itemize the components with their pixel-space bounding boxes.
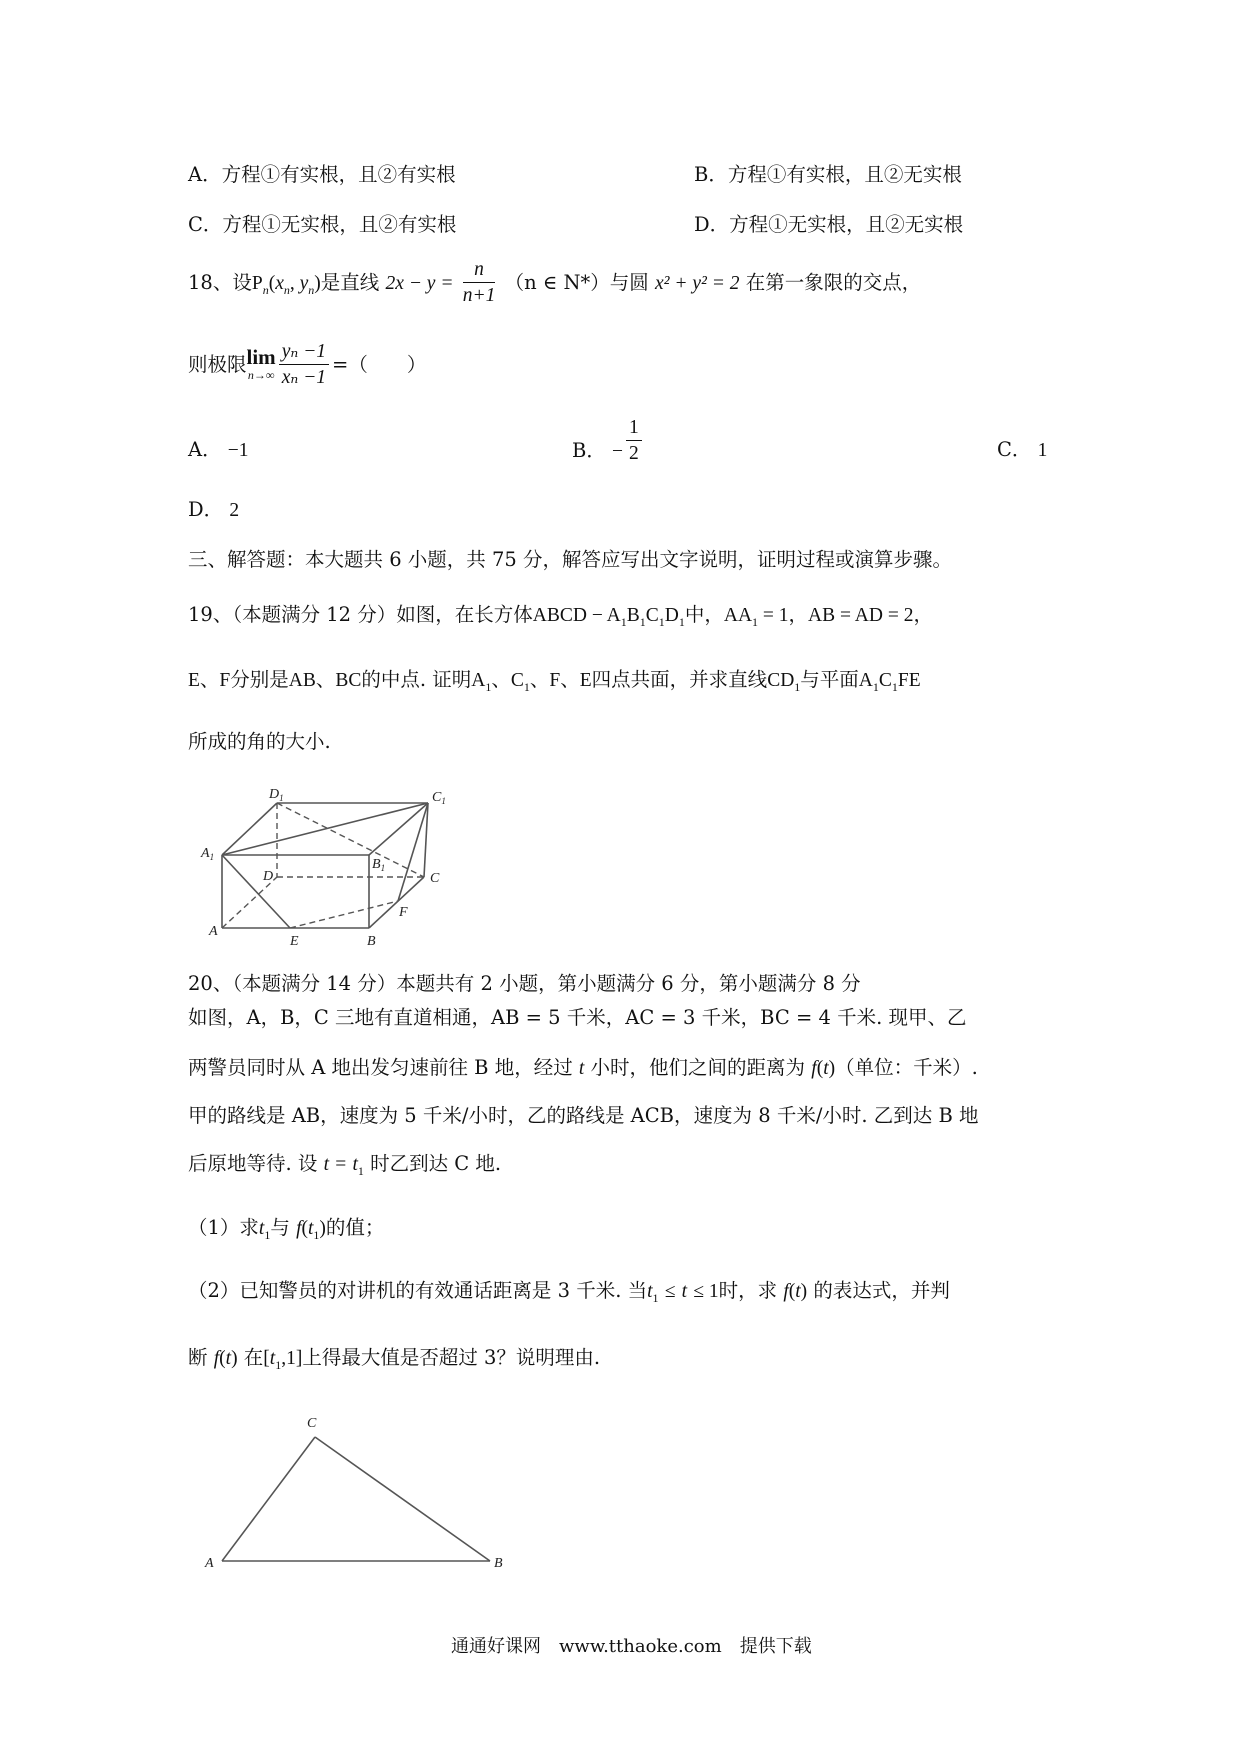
label-A: A	[205, 1556, 214, 1571]
q18-lim: lim	[246, 344, 276, 369]
edge-CB	[369, 877, 424, 928]
q20-line3: 两警员同时从 A 地出发匀速前往 B 地，经过 t 小时，他们之间的距离为 f(t)（单位：千米）.	[188, 1056, 978, 1079]
q20-sub2-a: （2）已知警员的对讲机的有效通话距离是 3 千米. 当	[188, 1279, 648, 1302]
label-C: C	[307, 1416, 317, 1431]
page-footer: 通通好课网 www.tthaoke.com 提供下载	[451, 1636, 812, 1657]
q19-line2-b: 的中点. 证明	[361, 668, 472, 691]
q20-sub1: （1）求$t_1$与 $f(t_1)$的值；	[188, 1216, 385, 1242]
q19-line2: E、F分别是AB、BC的中点. 证明$A_1$、$C_1$、F、E四点共面，并求直线$CD_1$与平面$A_1C_1FE$	[188, 668, 921, 694]
q20-sub2-f: 上得最大值是否超过 3？说明理由.	[302, 1346, 601, 1369]
q17-option-c: C．方程①无实根，且②有实根	[188, 213, 457, 236]
label-E: E	[290, 934, 299, 949]
q20-sub1-b: 与	[270, 1216, 290, 1239]
q17-option-a: A．方程①有实根，且②有实根	[188, 163, 456, 186]
q18-mid1: 是直线	[320, 271, 380, 294]
q17-option-b: B．方程①有实根，且②无实根	[694, 163, 962, 186]
q18-limit-den: xₙ −1	[281, 367, 327, 388]
q18-line-lhs: 2x − y =	[385, 273, 454, 294]
q20-sub1-a: （1）求	[188, 1216, 259, 1239]
q19-line1-a: 19、（本题满分 12 分）如图，在长方体	[188, 603, 533, 626]
q18-lim-sub: n→∞	[247, 367, 275, 382]
q18-opt-d-val: 2	[229, 500, 240, 521]
q20-line1: 20、（本题满分 14 分）本题共有 2 小题，第小题满分 6 分，第小题满分 8 分	[188, 972, 861, 995]
label-B1: $B_1$	[372, 857, 386, 873]
side-AC	[222, 1437, 315, 1561]
q18-opt-b-num: 1	[626, 416, 642, 441]
q17-option-d: D．方程①无实根，且②无实根	[694, 213, 964, 236]
label-C: C	[430, 871, 440, 886]
q18-opt-b-den: 2	[629, 443, 639, 464]
q18-circle: x² + y² = 2	[654, 273, 740, 294]
q20-line3-a: 两警员同时从 A 地出发匀速前往 B 地，经过	[188, 1056, 573, 1079]
label-A: A	[209, 924, 218, 939]
q18-line2	[188, 340, 426, 391]
q18-limit-fraction	[279, 340, 329, 391]
q18-opt-b-sign: −	[612, 441, 624, 462]
q20-line3-b: 小时，他们之间的距离为	[590, 1056, 806, 1079]
q19-cuboid-figure	[195, 785, 465, 950]
q19-line1: 19、（本题满分 12 分）如图，在长方体ABCD − $A_1B_1C_1D_1$中，$AA_1 = 1$，AB = AD = 2，	[188, 603, 933, 629]
label-F: F	[399, 905, 408, 920]
label-B: B	[367, 934, 376, 949]
q18-option-b	[572, 417, 645, 467]
segment-A1C1	[222, 803, 428, 855]
q20-line5-b: 时乙到达 C 地.	[370, 1152, 502, 1175]
q19-line2-a: 分别是	[230, 668, 289, 691]
q19-line1-c: ，	[788, 603, 809, 626]
q18-opt-c-label: C．	[997, 438, 1032, 461]
q18-opt-a-val: −1	[227, 440, 249, 461]
q18-opt-b-label: B．	[572, 439, 606, 462]
label-C1: $C_1$	[432, 790, 446, 806]
q20-line2: 如图，A，B，C 三地有直道相通，AB = 5 千米，AC = 3 千米，BC = 4 千米. 现甲、乙	[188, 1006, 967, 1029]
q20-sub2-c: 的表达式，并判	[813, 1279, 950, 1302]
hidden-segment-EF	[290, 901, 398, 928]
q19-line2-c: 四点共面，并求直线	[591, 668, 768, 691]
q20-sub2-b: 时，求	[718, 1279, 778, 1302]
q18-cond: （n ∈ N*）与圆	[504, 271, 649, 294]
q18-prefix: 18、设	[188, 271, 252, 294]
q20-line3-c: （单位：千米）.	[835, 1056, 978, 1079]
section3-header: 三、解答题：本大题共 6 小题，共 75 分，解答应写出文字说明，证明过程或演算步骤。	[188, 548, 953, 571]
label-D: D	[263, 869, 274, 884]
q18-opt-c-val: 1	[1037, 440, 1048, 461]
label-D1: $D_1$	[269, 787, 284, 803]
q18-fraction	[463, 258, 496, 309]
q18-opt-b-frac	[626, 416, 642, 467]
q18-frac-den: n+1	[462, 285, 496, 306]
q20-line5-a: 后原地等待. 设	[188, 1152, 318, 1175]
q18-opt-a-label: A．	[188, 438, 222, 461]
q18-frac-num: n	[463, 258, 496, 283]
q18-option-c	[997, 436, 1047, 465]
edge-A1D1	[222, 803, 277, 855]
q18-opt-d-label: D．	[188, 498, 224, 521]
q19-line3: 所成的角的大小.	[188, 730, 331, 753]
label-B: B	[494, 1556, 503, 1571]
q19-line1-b: 中，	[684, 603, 724, 626]
q20-sub2-e: 在	[243, 1346, 264, 1369]
q20-triangle-figure	[195, 1405, 525, 1575]
q18-option-d	[188, 496, 239, 525]
q20-sub2-d: 断	[188, 1346, 208, 1369]
q18-option-a	[188, 436, 249, 465]
side-CB	[315, 1437, 490, 1561]
q18-tail: 在第一象限的交点，	[745, 271, 922, 294]
q18-line2-prefix: 则极限	[188, 353, 247, 376]
q18-line1: 18、设$P_n(x_n$, $y_n$)是直线 2x − y = $\frac{n}{n+1}$ （n ∈ N*）与圆 x² + y² = 2 在第一象限的交点，	[188, 258, 921, 309]
q20-sub1-c: 的值；	[325, 1216, 385, 1239]
q19-line2-d: 与平面	[800, 668, 859, 691]
q20-sub2-line2: 断 f(t) 在$[t_1,1]$上得最大值是否超过 3？说明理由.	[188, 1346, 601, 1372]
q18-pn: P	[251, 273, 263, 294]
q18-line2-tail: =（ ）	[332, 353, 427, 376]
q20-line4: 甲的路线是 AB，速度为 5 千米/小时，乙的路线是 ACB，速度为 8 千米/小时. 乙到达 B 地	[188, 1104, 979, 1127]
q18-limit-num: yₙ −1	[279, 340, 329, 365]
q20-sub2-line1: （2）已知警员的对讲机的有效通话距离是 3 千米. 当$t_1 \le t \le 1$时，求 f(t) 的表达式，并判	[188, 1279, 950, 1305]
hidden-segment-D1C	[277, 803, 424, 877]
label-A1: $A_1$	[201, 846, 215, 862]
segment-A1E	[222, 855, 290, 928]
q20-line5: 后原地等待. 设 $t = t_1$ 时乙到达 C 地.	[188, 1152, 502, 1178]
